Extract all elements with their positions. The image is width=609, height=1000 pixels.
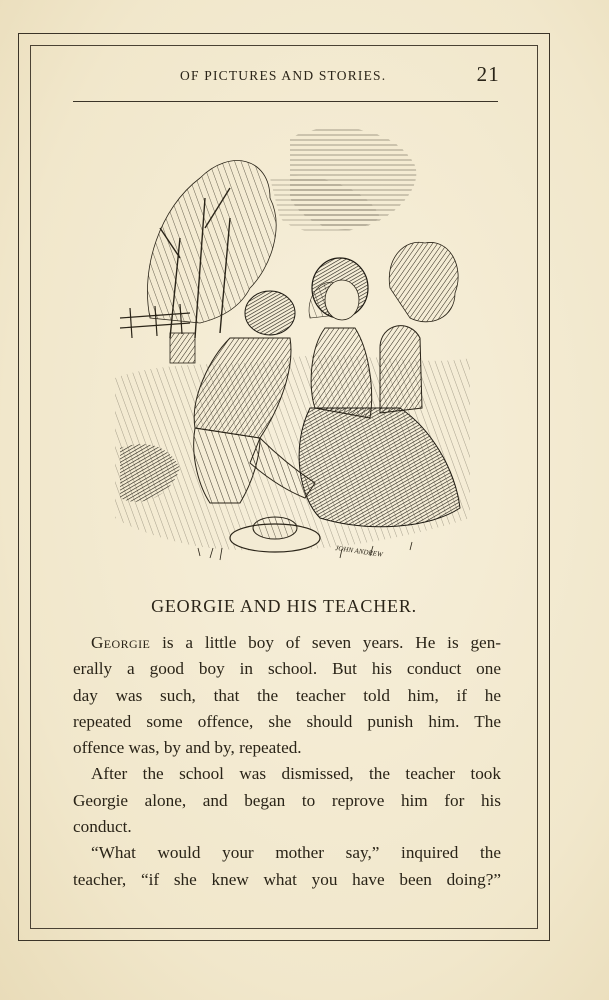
story-body (73, 630, 501, 893)
running-head (60, 62, 500, 92)
story-heading: GEORGIE AND HIS TEACHER. (151, 596, 417, 616)
page-number: 21 (476, 62, 500, 86)
engraving-illustration (110, 118, 475, 580)
text-line: Georgie is a little boy of seven years. He is gen- (91, 633, 502, 652)
text-line: After the school was dismissed, the teacher took (91, 764, 501, 784)
text-line: erally a good boy in school. But his conduct one (73, 659, 501, 679)
text-line: conduct. (73, 817, 132, 837)
engraver-signature: JOHN ANDREW (334, 544, 384, 559)
text-line: day was such, that the teacher told him, if he (73, 685, 501, 705)
text-line: “What would your mother say,” inquired the (91, 843, 501, 863)
text-line: Georgie alone, and began to reprove him for his (73, 790, 501, 810)
text-line: teacher, “if she knew what you have been doing?” (73, 869, 501, 889)
lead-word: Georgie (91, 633, 151, 652)
header-rule (73, 101, 498, 102)
text-line: offence was, by and by, repeated. (73, 738, 302, 758)
running-title: OF PICTURES AND STORIES. (180, 68, 387, 83)
text-line: repeated some offence, she should punish him. The (73, 711, 501, 731)
sky-clouds (270, 128, 416, 233)
